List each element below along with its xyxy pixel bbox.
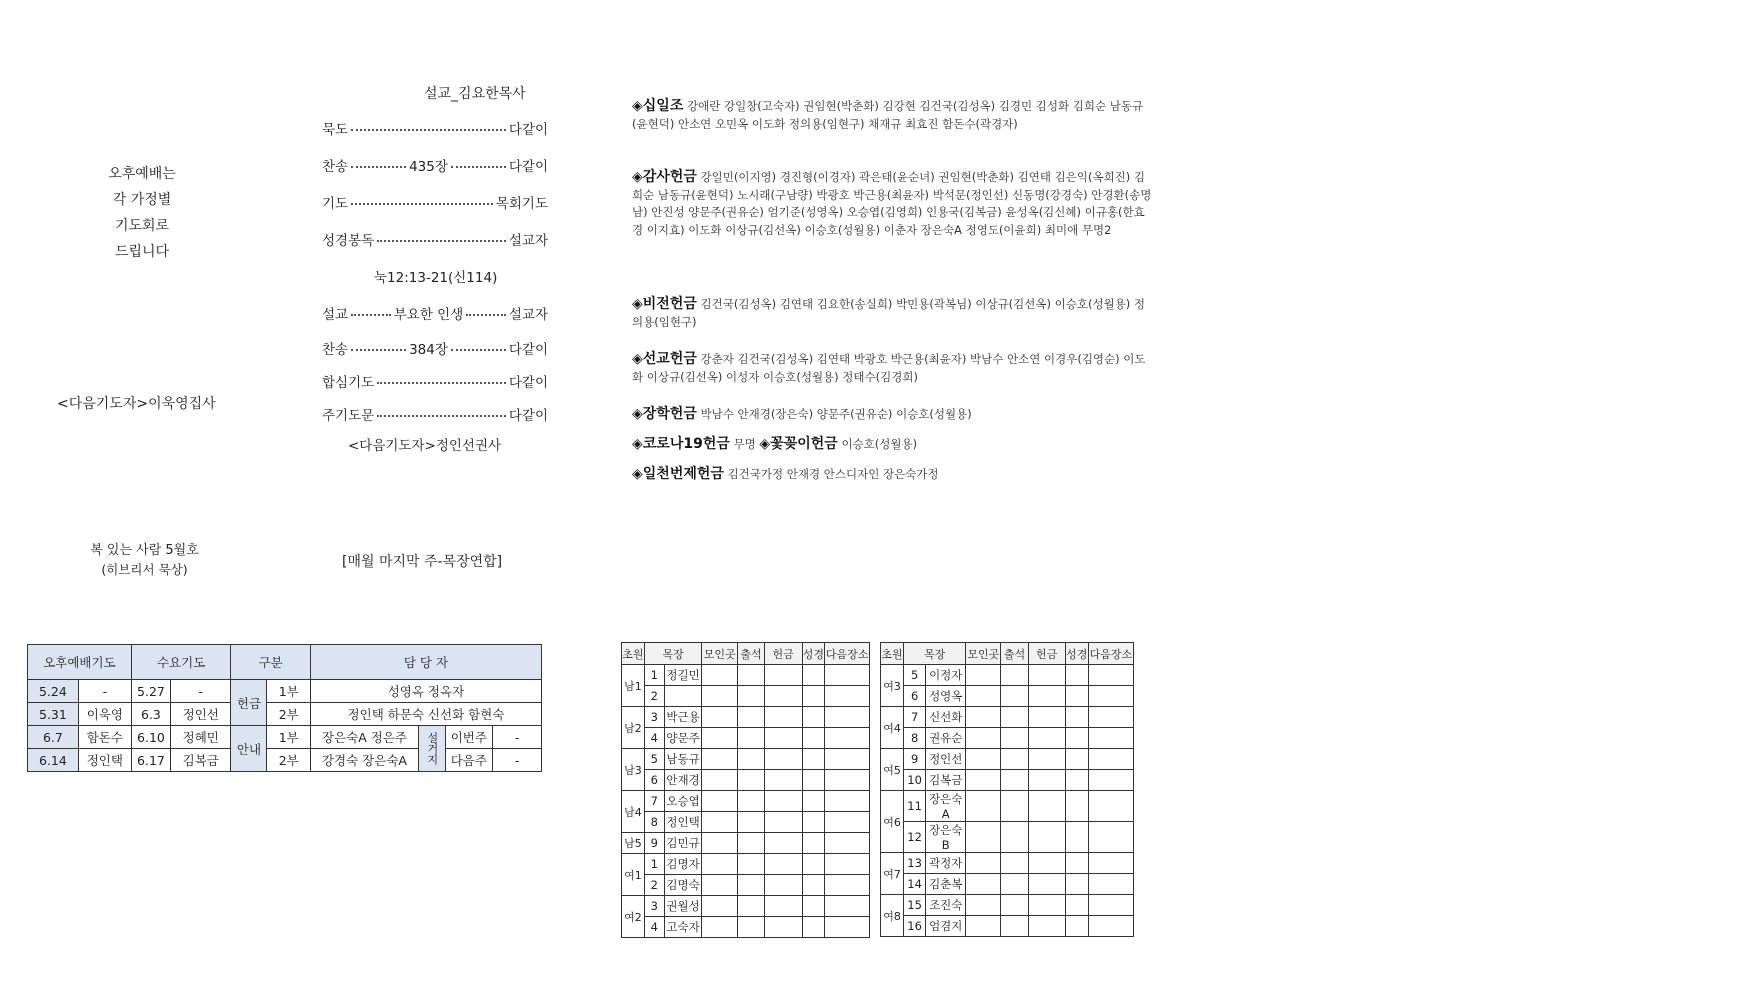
cell-number: 4 [644,728,664,749]
table-row: 6.14 정인택 6.17 김복금 2부 강경숙 장은숙A 다음주 - [28,749,542,772]
cell-empty [702,896,738,917]
cell-empty [764,812,802,833]
offering-tithe [632,98,1152,133]
order-detail: 435장 [409,159,448,175]
cell-empty [1001,728,1028,749]
cell-number: 13 [904,853,926,874]
table-row [881,916,1134,937]
cell-leader: 이정자 [926,665,966,686]
cell-empty [738,728,765,749]
cell-empty [825,896,870,917]
cell-empty [1088,707,1133,728]
cell-number: 8 [904,728,926,749]
cell-number: 6 [904,686,926,707]
offering-head: ◈꽃꽂이헌금 [759,436,838,452]
group-cell: 여6 [881,791,904,853]
cell-number: 2 [644,875,664,896]
cell-number: 9 [904,749,926,770]
order-leader: 다같이 [508,122,548,138]
group-cell: 남4 [622,791,645,833]
group-cell: 여1 [622,854,645,896]
cell-number: 1 [644,665,664,686]
table-row: 5.24 - 5.27 - 헌금 1부 성영옥 정옥자 [28,680,542,703]
order-detail: 384장 [409,342,448,358]
cell-empty [802,833,825,854]
offering-names: 김건국(김성옥) 김연태 김요한(송실희) 박민용(곽복님) 이상규(김선옥) 이승호(성월용) 정의용(임현구) [632,297,1146,329]
cell-empty [802,770,825,791]
cell-number: 9 [644,833,664,854]
table-row [881,895,1134,916]
offering-names: 이승호(성월용) [841,437,918,451]
cell-empty [802,728,825,749]
order-leader: 설교자 [508,233,548,249]
group-cell: 여8 [881,895,904,937]
table-row [622,686,870,707]
monthly-note: [매월 마지막 주-목장연합] [342,554,503,570]
order-item-2 [322,155,548,175]
cell-leader: 권유순 [926,728,966,749]
cell-empty [1028,749,1065,770]
cell-empty [825,707,870,728]
cell-empty [1088,728,1133,749]
table-row [622,749,870,770]
cell-number: 3 [644,707,664,728]
table-row [881,686,1134,707]
table-row [881,728,1134,749]
cell-empty [1088,665,1133,686]
cell-leader: 조진숙 [926,895,966,916]
cell-empty [825,812,870,833]
cell-empty [1001,665,1028,686]
offering-head: ◈선교헌금 [632,351,697,367]
cell-empty [1088,822,1133,853]
notice-line: 기도회로 [114,218,170,234]
cell-leader: 정길민 [664,665,702,686]
table-row [881,749,1134,770]
cell-leader: 신선화 [926,707,966,728]
cell-leader: 남동규 [664,749,702,770]
order-label: 설교 [322,307,349,323]
offering-thousand [632,466,1152,484]
header-category: 구분 [231,645,310,680]
cell-empty [1028,916,1065,937]
order-label: 기도 [322,196,349,212]
notice-line: 드립니다 [114,244,170,260]
cell-empty [702,791,738,812]
attendance-table-right: 초원 목장 모인곳 출석 헌금 성경 다음장소 여3 5 이정자 6 성영옥 여4 7 신선화 8 권유순 여5 9 정인선 10 김복금 여6 11 장은숙A 12 장은숙B 여7 13 곽정자 14 김춘복 여8 15 조진숙 16 엄겸지 [880,642,1134,937]
cell-leader: 안재경 [664,770,702,791]
cell-empty [764,791,802,812]
cell-empty [764,665,802,686]
offering-covid-flower [632,436,1152,454]
group-cell: 여7 [881,853,904,895]
cell-empty [764,770,802,791]
cell-empty [764,728,802,749]
cell-empty [1065,791,1088,822]
header-in-charge: 담 당 자 [310,645,541,680]
cell-empty [825,728,870,749]
cell-empty [1028,728,1065,749]
table-row [881,770,1134,791]
cell-leader: 성영옥 [926,686,966,707]
notice-line: 각 가정별 [112,192,172,208]
cell-number: 1 [644,854,664,875]
table-row [881,707,1134,728]
cell-leader: 곽정자 [926,853,966,874]
cell-number: 14 [904,874,926,895]
order-label: 찬송 [322,159,349,175]
order-leader: 설교자 [508,307,548,323]
magazine-info [62,541,227,579]
cell-number: 15 [904,895,926,916]
order-label: 성경봉독 [322,233,375,249]
cell-empty [702,770,738,791]
cell-empty [1065,853,1088,874]
cell-empty [825,686,870,707]
dishwashing-label: 설거지 [419,726,445,772]
cell-empty [738,917,765,938]
table-row [622,875,870,896]
cell-leader: 김복금 [926,770,966,791]
order-item-8 [322,404,548,424]
cell-leader: 김명자 [664,854,702,875]
order-item-6 [322,338,548,358]
cell-empty [802,665,825,686]
table-row [622,770,870,791]
cell-empty [825,917,870,938]
cell-empty [1001,749,1028,770]
cell-empty [702,686,738,707]
cell-empty [738,875,765,896]
table-row: 6.7 함돈수 6.10 정혜민 안내 1부 장은숙A 정은주 설거지 이번주 - [28,726,542,749]
cell-empty [1088,749,1133,770]
cell-empty [738,896,765,917]
table-row [881,791,1134,822]
group-cell: 남3 [622,749,645,791]
cell-empty [966,822,1001,853]
magazine-title: 복 있는 사람 5월호 [90,543,199,558]
cell-leader: 양문주 [664,728,702,749]
cell-leader: 정인선 [926,749,966,770]
order-leader: 다같이 [508,375,548,391]
cell-empty [1065,707,1088,728]
order-leader: 다같이 [508,408,548,424]
group-cell: 여4 [881,707,904,749]
cell-number: 11 [904,791,926,822]
order-item-3 [322,192,548,212]
cell-leader: 장은숙B [926,822,966,853]
table-row [622,854,870,875]
cell-empty [1028,895,1065,916]
cell-number: 16 [904,916,926,937]
cell-empty [1065,822,1088,853]
attendance-table-left: 초원 목장 모인곳 출석 헌금 성경 다음장소 남1 1 정길민 2 남2 3 박근용 4 양문주 남3 5 남동규 6 안재경 남4 7 오승엽 8 정인택 남5 9 김민규 여1 1 김명자 2 김명숙 여2 3 권월성 4 고숙자 [621,642,870,938]
magazine-subtitle: (히브리서 묵상) [101,562,188,577]
cell-empty [966,874,1001,895]
cell-empty [702,728,738,749]
cell-empty [802,854,825,875]
cell-empty [966,791,1001,822]
cell-empty [764,833,802,854]
preacher-line: 설교_김요한목사 [424,86,526,102]
cell-empty [738,749,765,770]
cell-empty [702,917,738,938]
cell-empty [802,896,825,917]
sermon-title: 부요한 인생 [393,307,464,323]
cell-empty [738,770,765,791]
cell-number: 2 [644,686,664,707]
order-label: 합심기도 [322,375,375,391]
cell-empty [702,707,738,728]
group-cell: 남1 [622,665,645,707]
cell-empty [1065,686,1088,707]
cell-empty [966,749,1001,770]
cell-empty [1001,791,1028,822]
cell-empty [825,749,870,770]
next-prayer-leader: <다음기도자>정인선권사 [348,438,502,454]
cell-number: 7 [904,707,926,728]
cell-empty [702,875,738,896]
evening-service-notice [80,161,204,265]
cell-empty [1065,749,1088,770]
cell-number: 8 [644,812,664,833]
cell-empty [702,749,738,770]
cell-leader: 김춘복 [926,874,966,895]
cell-empty [1065,916,1088,937]
cell-empty [738,791,765,812]
cell-empty [1088,874,1133,895]
cell-leader: 장은숙A [926,791,966,822]
cell-empty [1001,916,1028,937]
cell-leader: 김명숙 [664,875,702,896]
cell-empty [966,853,1001,874]
cell-empty [1028,770,1065,791]
cell-empty [1001,707,1028,728]
cell-empty [802,917,825,938]
order-label: 주기도문 [322,408,375,424]
cell-empty [1088,770,1133,791]
offering-head: ◈비전헌금 [632,296,697,312]
cell-empty [966,916,1001,937]
group-cell: 여3 [881,665,904,707]
cell-empty [1028,853,1065,874]
cell-empty [802,791,825,812]
table-row [622,728,870,749]
cell-leader: 김민규 [664,833,702,854]
cell-empty [966,728,1001,749]
cell-empty [966,686,1001,707]
cell-empty [738,665,765,686]
order-item-4 [322,229,548,249]
table-row [622,896,870,917]
order-item-1 [322,118,548,138]
cell-empty [1028,822,1065,853]
category-offering: 헌금 [231,680,267,726]
cell-empty [764,854,802,875]
cell-empty [738,686,765,707]
cell-number: 7 [644,791,664,812]
offering-names: 강일민(이지영) 경진형(이경자) 곽은태(윤순녀) 권임현(박춘화) 김연태 김은익(옥희진) 김희순 남동규(윤현덕) 노시래(구남량) 박광호 박근용(최윤자) 박석문(정인선) 신동명(강경숙) 안경환(송명남) 안진성 양문주(권유순) 엄기준(성영옥) 오승엽(김영희) 인용국(김복금) 윤성옥(김신혜) 이규홍(한효경 이지효) 이도화 이상규(김선옥) 이승호(성월용) 이춘자 장은숙A 정영도(이윤희) 최미애 무명2 [632,170,1152,237]
order-label: 묵도 [322,122,349,138]
offering-names: 박남수 안재경(장은숙) 양문주(권유순) 이승호(성월용) [700,407,972,421]
cell-leader: 고숙자 [664,917,702,938]
duty-table [27,644,542,772]
cell-empty [702,812,738,833]
group-cell: 남2 [622,707,645,749]
cell-empty [825,875,870,896]
cell-empty [802,812,825,833]
cell-empty [1065,728,1088,749]
cell-empty [802,707,825,728]
cell-empty [1028,791,1065,822]
cell-leader [664,686,702,707]
offering-names: 김건국가정 안재경 안스디자인 장은숙가정 [727,467,939,481]
table-row [622,812,870,833]
cell-empty [802,749,825,770]
cell-number: 5 [644,749,664,770]
cell-empty [702,833,738,854]
offering-head: ◈장학헌금 [632,406,697,422]
cell-empty [1088,791,1133,822]
cell-empty [1028,665,1065,686]
header-evening-prayer: 오후예배기도 [28,645,132,680]
cell-empty [702,665,738,686]
order-leader: 다같이 [508,159,548,175]
cell-number: 3 [644,896,664,917]
cell-number: 4 [644,917,664,938]
cell-empty [1001,874,1028,895]
notice-line: 오후예배는 [108,166,176,182]
cell-empty [825,770,870,791]
cell-empty [966,665,1001,686]
cell-empty [1088,895,1133,916]
table-row [881,822,1134,853]
table-row [622,665,870,686]
cell-leader: 오승엽 [664,791,702,812]
offering-names: 무명 [733,437,756,451]
offering-head: ◈코로나19헌금 [632,436,730,452]
cell-empty [1028,707,1065,728]
cell-empty [1065,895,1088,916]
cell-empty [764,896,802,917]
cell-empty [764,749,802,770]
offering-head: ◈십일조 [632,98,684,114]
cell-empty [1088,916,1133,937]
offering-thanks [632,169,1152,239]
cell-number: 5 [904,665,926,686]
header-wednesday-prayer: 수요기도 [131,645,231,680]
cell-empty [738,854,765,875]
cell-empty [1001,686,1028,707]
cell-empty [825,833,870,854]
cell-empty [1001,853,1028,874]
cell-empty [825,854,870,875]
cell-empty [1065,665,1088,686]
cell-empty [1001,895,1028,916]
cell-leader: 박근용 [664,707,702,728]
cell-empty [825,791,870,812]
cell-empty [764,917,802,938]
cell-empty [738,707,765,728]
group-cell: 남5 [622,833,645,854]
table-row [622,707,870,728]
cell-empty [738,833,765,854]
offering-names: 강춘자 김건국(김성옥) 김연태 박광호 박근용(최윤자) 박남수 안소연 이경우(김영순) 이도화 이상규(김선옥) 이성자 이승호(성월용) 정태수(김경희) [632,352,1146,384]
cell-empty [702,854,738,875]
cell-leader: 엄겸지 [926,916,966,937]
offering-scholarship [632,406,1152,424]
cell-empty [1065,770,1088,791]
cell-empty [966,895,1001,916]
cell-empty [1088,853,1133,874]
cell-empty [1028,874,1065,895]
table-row [622,791,870,812]
left-next-leader: <다음기도자>이욱영집사 [57,396,216,412]
order-leader: 다같이 [508,342,548,358]
group-cell: 여2 [622,896,645,938]
cell-empty [1065,874,1088,895]
cell-empty [825,665,870,686]
cell-empty [764,875,802,896]
offering-mission [632,351,1152,386]
cell-leader: 권월성 [664,896,702,917]
offering-names: 강애란 강일창(고숙자) 권임현(박춘화) 김강현 김건국(김성옥) 김경민 김성화 김희순 남동규(윤현덕) 안소연 오민옥 이도화 정의용(임현구) 채재규 최효진 함돈수(곽경자) [632,99,1144,131]
cell-number: 6 [644,770,664,791]
offering-vision [632,296,1152,331]
cell-empty [966,770,1001,791]
order-leader: 목회기도 [495,196,548,212]
cell-leader: 정인택 [664,812,702,833]
cell-empty [1001,822,1028,853]
category-guide: 안내 [231,726,267,772]
cell-number: 10 [904,770,926,791]
cell-empty [1088,686,1133,707]
cell-empty [966,707,1001,728]
cell-empty [802,875,825,896]
table-row [622,833,870,854]
table-row [881,853,1134,874]
order-item-5 [322,303,548,323]
order-item-7 [322,371,548,391]
order-label: 찬송 [322,342,349,358]
cell-empty [1001,770,1028,791]
table-row [881,665,1134,686]
group-cell: 여5 [881,749,904,791]
cell-empty [1028,686,1065,707]
cell-empty [802,686,825,707]
cell-number: 12 [904,822,926,853]
cell-empty [764,686,802,707]
scripture-reference: 눅12:13-21(신114) [374,270,498,286]
cell-empty [764,707,802,728]
table-row [881,874,1134,895]
offering-head: ◈감사헌금 [632,169,697,185]
table-row: 5.31 이욱영 6.3 정인선 2부 정인택 하문숙 신선화 함현숙 [28,703,542,726]
cell-empty [738,812,765,833]
table-row [622,917,870,938]
offering-head: ◈일천번제헌금 [632,466,724,482]
